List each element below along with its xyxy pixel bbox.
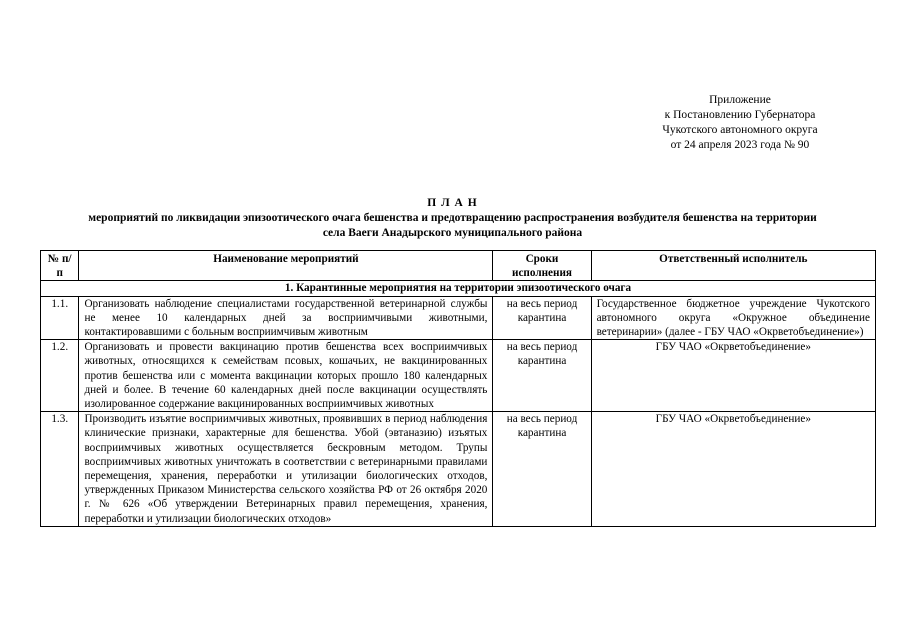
table-row (41, 340, 876, 412)
plan-title (20, 196, 885, 241)
header-num: № п/п (41, 251, 79, 281)
row-term: на весь период карантина (493, 340, 591, 412)
row-term: на весь период карантина (493, 296, 591, 340)
plan-subtitle-line: села Ваеги Анадырского муниципального района (322, 227, 583, 239)
appendix-line: к Постановлению Губернатора (664, 109, 816, 121)
header-executor: Ответственный исполнитель (591, 251, 875, 281)
section-row (41, 281, 876, 296)
header-name: Наименование мероприятий (79, 251, 493, 281)
row-name: Организовать наблюдение специалистами государственной ветеринарной службы не менее 10 календарных дней за восприимчивыми животными, контактировавшими с больным восприимчивым животным (79, 296, 493, 340)
row-num: 1.2. (41, 340, 79, 412)
row-term: на весь период карантина (493, 412, 591, 527)
plan-table (40, 250, 876, 527)
header-term: Сроки исполнения (493, 251, 591, 281)
table-row (41, 296, 876, 340)
row-num: 1.3. (41, 412, 79, 527)
table-row (41, 412, 876, 527)
plan-heading: П Л А Н (427, 197, 478, 209)
section-title: 1. Карантинные мероприятия на территории эпизоотического очага (41, 281, 876, 296)
row-executor: ГБУ ЧАО «Окрветобъединение» (591, 340, 875, 412)
row-executor: ГБУ ЧАО «Окрветобъединение» (591, 412, 875, 527)
row-name: Производить изъятие восприимчивых животных, проявивших в период наблюдения клинические признаки, характерные для бешенства. Убой (эвтаназию) изъятых восприимчивых животных осуществляется бескровным методом. Трупы восприимчивых животных уничтожать в соответствии с ветеринарными правилами перемещения, хранения, переработки и утилизации биологических отходов, утвержденных Приказом Министерства сельского хозяйства РФ от 26 октября 2020 г. № 626 «Об утверждении Ветеринарных правил перемещения, хранения, переработки и утилизации биологических отходов» (79, 412, 493, 527)
appendix-line: от 24 апреля 2023 года № 90 (670, 139, 810, 151)
appendix-line: Чукотского автономного округа (662, 124, 818, 136)
table-header-row (41, 251, 876, 281)
row-executor: Государственное бюджетное учреждение Чукотского автономного округа «Окружное объединение ветеринарии» (далее - ГБУ ЧАО «Окрветобъединение») (591, 296, 875, 340)
appendix-line: Приложение (709, 94, 771, 106)
plan-subtitle-line: мероприятий по ликвидации эпизоотического очага бешенства и предотвращению распространения возбудителя бешенства на территории (88, 212, 817, 224)
row-name: Организовать и провести вакцинацию против бешенства всех восприимчивых животных, относящихся к семействам псовых, кошачьих, не вакцинированных против бешенства или с момента вакцинации которых прошло 180 календарных дней и более. В течение 60 календарных дней после вакцинации осуществлять изолированное содержание вакцинированных восприимчивых животных (79, 340, 493, 412)
row-num: 1.1. (41, 296, 79, 340)
appendix-block (610, 93, 870, 153)
